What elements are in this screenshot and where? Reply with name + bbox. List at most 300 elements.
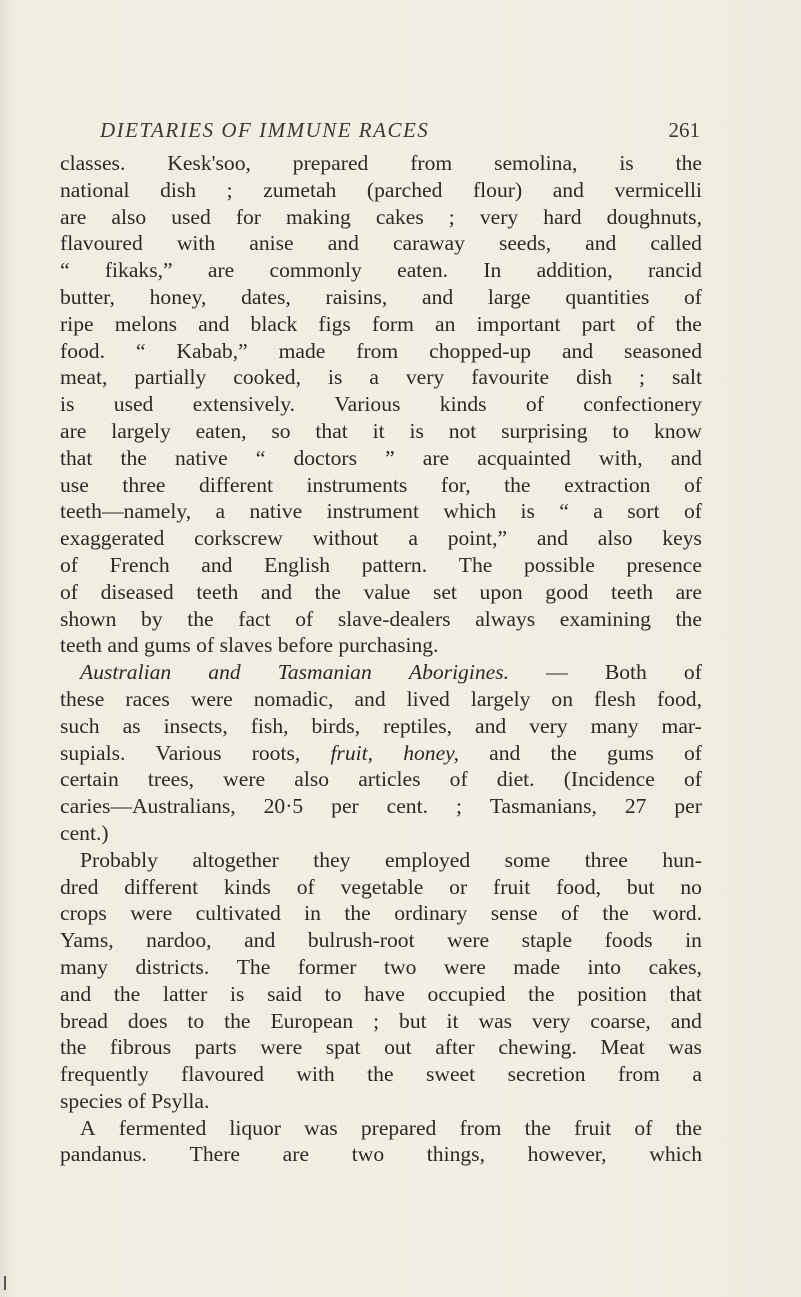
word: these	[60, 686, 105, 711]
word: slaves	[219, 633, 273, 658]
word: keys	[662, 526, 702, 551]
text-line	[60, 740, 702, 767]
word: is	[60, 392, 75, 417]
word: of	[449, 767, 468, 792]
word: Aborigines.	[408, 660, 510, 685]
word: called	[650, 231, 702, 256]
word: employed	[384, 847, 471, 872]
text-line	[60, 579, 702, 606]
word: by	[141, 606, 163, 631]
word: it	[446, 1008, 459, 1033]
word: French	[109, 552, 170, 577]
word: “	[135, 338, 146, 363]
word: roots,	[251, 740, 301, 765]
word: quantities	[565, 284, 650, 309]
word: to	[612, 418, 630, 443]
word: doctors	[293, 445, 358, 470]
word: per	[331, 794, 359, 819]
page-header	[60, 118, 700, 148]
text-line	[60, 1088, 702, 1115]
word: exaggerated	[60, 526, 165, 551]
word: lived	[406, 686, 450, 711]
word: chopped-up	[429, 338, 532, 363]
word: always	[475, 606, 536, 631]
word: value	[363, 579, 411, 604]
text-line	[60, 204, 702, 231]
word: not	[448, 418, 477, 443]
word: to	[187, 1008, 205, 1033]
word: is	[327, 365, 343, 390]
word: is	[619, 151, 634, 175]
word: the	[675, 151, 702, 175]
word: Tasmanians,	[489, 794, 597, 819]
word: sort	[627, 499, 660, 524]
word: of	[683, 740, 702, 765]
word: caries—Australians,	[60, 794, 236, 819]
text-line	[60, 364, 702, 391]
word: teeth	[196, 579, 239, 604]
word: is	[520, 499, 535, 524]
word: pattern.	[361, 552, 428, 577]
text-line	[60, 391, 702, 418]
word: “	[60, 258, 70, 283]
word: largely	[470, 686, 531, 711]
word: dish	[576, 365, 613, 390]
word: which	[443, 499, 497, 524]
word: staple	[521, 928, 573, 953]
word: or	[449, 874, 468, 899]
word: fact	[238, 606, 271, 631]
word: presence	[626, 552, 702, 577]
word: the	[675, 311, 702, 336]
word: black	[250, 311, 298, 336]
word: a	[692, 1062, 702, 1087]
word: fish,	[250, 713, 289, 738]
text-line	[60, 257, 702, 284]
word: are	[207, 258, 235, 283]
word: it	[372, 418, 385, 443]
word: fermented	[118, 1115, 207, 1140]
word: of	[683, 767, 702, 792]
word: secretion	[507, 1062, 586, 1087]
text-line	[60, 847, 702, 874]
text-line	[60, 1141, 702, 1168]
word: examining	[559, 606, 651, 631]
word: are	[60, 204, 87, 229]
word: In	[483, 258, 502, 283]
word: teeth	[60, 633, 102, 658]
word: with	[176, 231, 216, 256]
word: ;	[373, 1008, 380, 1033]
word: two	[383, 954, 417, 979]
word: of	[684, 499, 702, 524]
word: certain	[60, 767, 119, 792]
word: from	[459, 1115, 502, 1140]
word: semolina,	[494, 151, 578, 175]
word: into	[587, 954, 622, 979]
word: dates,	[241, 284, 291, 309]
word: such	[60, 713, 100, 738]
word: A	[80, 1115, 96, 1140]
word: many	[590, 713, 639, 738]
word: classes.	[60, 151, 126, 175]
word: rancid	[647, 258, 702, 283]
word: slave-dealers	[337, 606, 451, 631]
text-line	[60, 230, 702, 257]
word: native	[174, 445, 228, 470]
word: Kabab,”	[176, 338, 248, 363]
word: prepared	[360, 1115, 437, 1140]
word: were	[223, 767, 266, 792]
word: food.	[60, 338, 105, 363]
word: fikaks,”	[104, 258, 173, 283]
word: and	[107, 633, 139, 658]
word: diseased	[100, 579, 174, 604]
word: of	[295, 606, 314, 631]
word: from	[356, 338, 399, 363]
word: were	[260, 1035, 303, 1060]
word: the	[344, 901, 371, 926]
word: Various	[155, 740, 222, 765]
word: hun-	[662, 847, 702, 872]
word: partially	[134, 365, 207, 390]
word: was	[668, 1035, 702, 1060]
word: fruit,	[330, 740, 374, 765]
text-line	[60, 338, 702, 365]
word: made	[513, 954, 561, 979]
text-line	[60, 659, 702, 686]
word: nomadic,	[253, 686, 334, 711]
word: former	[297, 954, 357, 979]
word: point,”	[447, 526, 508, 551]
word: parts	[194, 1035, 237, 1060]
word: a	[215, 499, 226, 524]
word: are	[60, 418, 87, 443]
word: Yams,	[60, 928, 114, 953]
text-line	[60, 927, 702, 954]
word: also	[294, 767, 330, 792]
word: from	[410, 151, 453, 175]
text-line	[60, 498, 702, 525]
word: that	[315, 418, 348, 443]
word: gums	[143, 633, 191, 658]
text-line	[60, 606, 702, 633]
word: have	[364, 981, 405, 1006]
word: the	[675, 1115, 702, 1140]
word: were	[447, 928, 490, 953]
word: cultivated	[195, 901, 281, 926]
word: flesh	[594, 686, 636, 711]
word: cakes,	[648, 954, 702, 979]
word: said	[267, 981, 302, 1006]
word: a	[369, 365, 379, 390]
word: and	[536, 526, 569, 551]
word: good	[545, 579, 589, 604]
word: and	[422, 284, 454, 309]
word: Various	[334, 392, 401, 417]
word: food,	[656, 686, 702, 711]
word: on	[551, 686, 573, 711]
word: the	[675, 606, 702, 631]
word: 20·5	[263, 794, 304, 819]
running-title: DIETARIES OF IMMUNE RACES	[100, 118, 430, 142]
word: the	[602, 901, 629, 926]
word: and	[208, 660, 241, 685]
word: European	[270, 1008, 354, 1033]
text-line	[60, 1061, 702, 1088]
word: the	[120, 445, 147, 470]
word: doughnuts,	[606, 204, 702, 229]
word: very	[529, 713, 568, 738]
word: and	[670, 1008, 702, 1033]
word: of	[636, 311, 655, 336]
word: dish	[160, 177, 197, 202]
word: and	[327, 231, 359, 256]
word: and	[198, 311, 230, 336]
word: for,	[440, 472, 471, 497]
word: very	[479, 204, 519, 229]
word: chewing.	[498, 1035, 577, 1060]
word: were	[443, 954, 486, 979]
word: Probably	[80, 847, 158, 872]
word: different	[124, 874, 199, 899]
word: of	[560, 901, 579, 926]
word: meat,	[60, 365, 108, 390]
word: hard	[543, 204, 582, 229]
page-number: 261	[668, 118, 700, 142]
word: salt	[672, 365, 702, 390]
word: were	[190, 686, 233, 711]
word: The	[236, 954, 271, 979]
word: and	[489, 740, 521, 765]
word: of	[296, 874, 315, 899]
word: without	[312, 526, 379, 551]
word: Australian	[80, 660, 172, 685]
text-line	[60, 686, 702, 713]
word: very	[531, 1008, 571, 1033]
word: favourite	[471, 365, 550, 390]
word: to	[324, 981, 342, 1006]
word: coarse,	[590, 1008, 651, 1033]
word: used	[113, 392, 154, 417]
word: 27	[624, 794, 647, 819]
word: cent.)	[60, 820, 109, 845]
word: Both	[604, 660, 647, 685]
word: before	[277, 633, 333, 658]
word: commonly	[269, 258, 362, 283]
word: set	[432, 579, 457, 604]
word: of	[127, 1088, 146, 1113]
word: and	[354, 686, 386, 711]
word: the	[550, 740, 577, 765]
word: the	[504, 472, 531, 497]
word: seeds,	[498, 231, 552, 256]
word: no	[680, 874, 702, 899]
word: “	[559, 499, 569, 524]
word: corkscrew	[194, 526, 283, 551]
word: the	[367, 1062, 394, 1087]
word: food,	[556, 874, 602, 899]
word: that	[60, 445, 93, 470]
word: of	[60, 579, 78, 604]
body-text	[60, 150, 702, 1168]
word: shown	[60, 606, 117, 631]
word: acquainted	[477, 445, 571, 470]
word: the	[314, 579, 342, 604]
word: supials.	[60, 740, 126, 765]
word: are	[282, 1142, 310, 1167]
text-line	[60, 525, 702, 552]
text-line	[60, 311, 702, 338]
word: There	[189, 1142, 240, 1167]
text-line	[60, 981, 702, 1008]
word: are	[675, 579, 702, 604]
word: Tasmanian	[277, 660, 372, 685]
word: Psylla.	[151, 1088, 210, 1113]
word: ripe	[60, 311, 94, 336]
word: as	[122, 713, 141, 738]
word: cakes	[375, 204, 424, 229]
text-line	[60, 632, 702, 659]
word: articles	[358, 767, 421, 792]
word: raisins,	[325, 284, 388, 309]
word: extraction	[564, 472, 651, 497]
word: the	[528, 981, 555, 1006]
word: per	[674, 794, 702, 819]
word: bread	[60, 1008, 108, 1033]
word: used	[171, 204, 211, 229]
word: of	[525, 392, 544, 417]
word: flavoured	[181, 1062, 264, 1087]
word: and	[585, 231, 617, 256]
word: fibrous	[109, 1035, 172, 1060]
word: bulrush-root	[307, 928, 415, 953]
word: liquor	[229, 1115, 281, 1140]
word: confectionery	[583, 392, 702, 417]
word: surprising	[501, 418, 588, 443]
word: many	[60, 954, 108, 979]
word: The	[458, 552, 493, 577]
word: frequently	[60, 1062, 149, 1087]
word: after	[435, 1035, 475, 1060]
word: cooked,	[233, 365, 301, 390]
text-line	[60, 418, 702, 445]
word: some	[504, 847, 551, 872]
word: very	[405, 365, 445, 390]
word: know	[653, 418, 702, 443]
word: native	[249, 499, 303, 524]
word: latter	[162, 981, 208, 1006]
word: extensively.	[192, 392, 296, 417]
word: three	[122, 472, 166, 497]
text-line	[60, 820, 702, 847]
word: melons	[114, 311, 178, 336]
word: cent.	[386, 794, 429, 819]
word: trees,	[147, 767, 195, 792]
word: (Incidence	[563, 767, 655, 792]
word: sweet	[425, 1062, 476, 1087]
word: eaten.	[397, 258, 449, 283]
word: instrument	[326, 499, 419, 524]
word: honey,	[403, 740, 459, 765]
word: of	[684, 284, 702, 309]
text-line	[60, 445, 702, 472]
word: figs	[318, 311, 351, 336]
word: gums	[607, 740, 654, 765]
word: largely	[111, 418, 171, 443]
word: zumetah	[263, 177, 337, 202]
word: but	[399, 1008, 427, 1033]
word: ;	[226, 177, 233, 202]
word: nardoo,	[146, 928, 212, 953]
word: made	[278, 338, 326, 363]
word: from	[617, 1062, 660, 1087]
word: a	[593, 499, 603, 524]
word: eaten,	[195, 418, 247, 443]
word: and	[475, 713, 507, 738]
word: prepared	[292, 151, 369, 175]
word: of	[683, 660, 702, 685]
word: ;	[455, 794, 462, 819]
word: an	[435, 311, 456, 336]
word: for	[235, 204, 261, 229]
word: part	[581, 311, 616, 336]
word: ;	[639, 365, 646, 390]
word: also	[111, 204, 147, 229]
word: vermicelli	[614, 177, 702, 202]
word: Kesk'soo,	[167, 151, 251, 175]
word: the	[60, 1035, 87, 1060]
word: they	[313, 847, 351, 872]
word: teeth	[611, 579, 654, 604]
word: —	[546, 660, 568, 685]
text-line	[60, 900, 702, 927]
text-line	[60, 793, 702, 820]
word: the	[113, 981, 141, 1006]
word: making	[286, 204, 351, 229]
word: diet.	[496, 767, 535, 792]
word: of	[196, 633, 215, 658]
word: dred	[60, 874, 99, 899]
word: fruit	[574, 1115, 612, 1140]
word: in	[685, 928, 702, 953]
word: ;	[448, 204, 455, 229]
word: reptiles,	[383, 713, 453, 738]
word: of	[60, 552, 78, 577]
word: teeth—namely,	[60, 499, 192, 524]
text-line	[60, 766, 702, 793]
word: and	[60, 981, 92, 1006]
word: so	[271, 418, 291, 443]
text-line	[60, 1008, 702, 1035]
word: districts.	[135, 954, 210, 979]
word: that	[669, 981, 702, 1006]
word: honey,	[149, 284, 207, 309]
word: the	[524, 1115, 551, 1140]
word: instruments	[306, 472, 408, 497]
word: crops	[60, 901, 107, 926]
word: however,	[527, 1142, 607, 1167]
word: and	[552, 177, 584, 202]
text-line	[60, 713, 702, 740]
text-line	[60, 874, 702, 901]
word: with	[296, 1062, 335, 1087]
text-line	[60, 150, 702, 177]
word: national	[60, 177, 130, 202]
word: out	[384, 1035, 412, 1060]
text-line	[60, 1034, 702, 1061]
word: in	[304, 901, 321, 926]
